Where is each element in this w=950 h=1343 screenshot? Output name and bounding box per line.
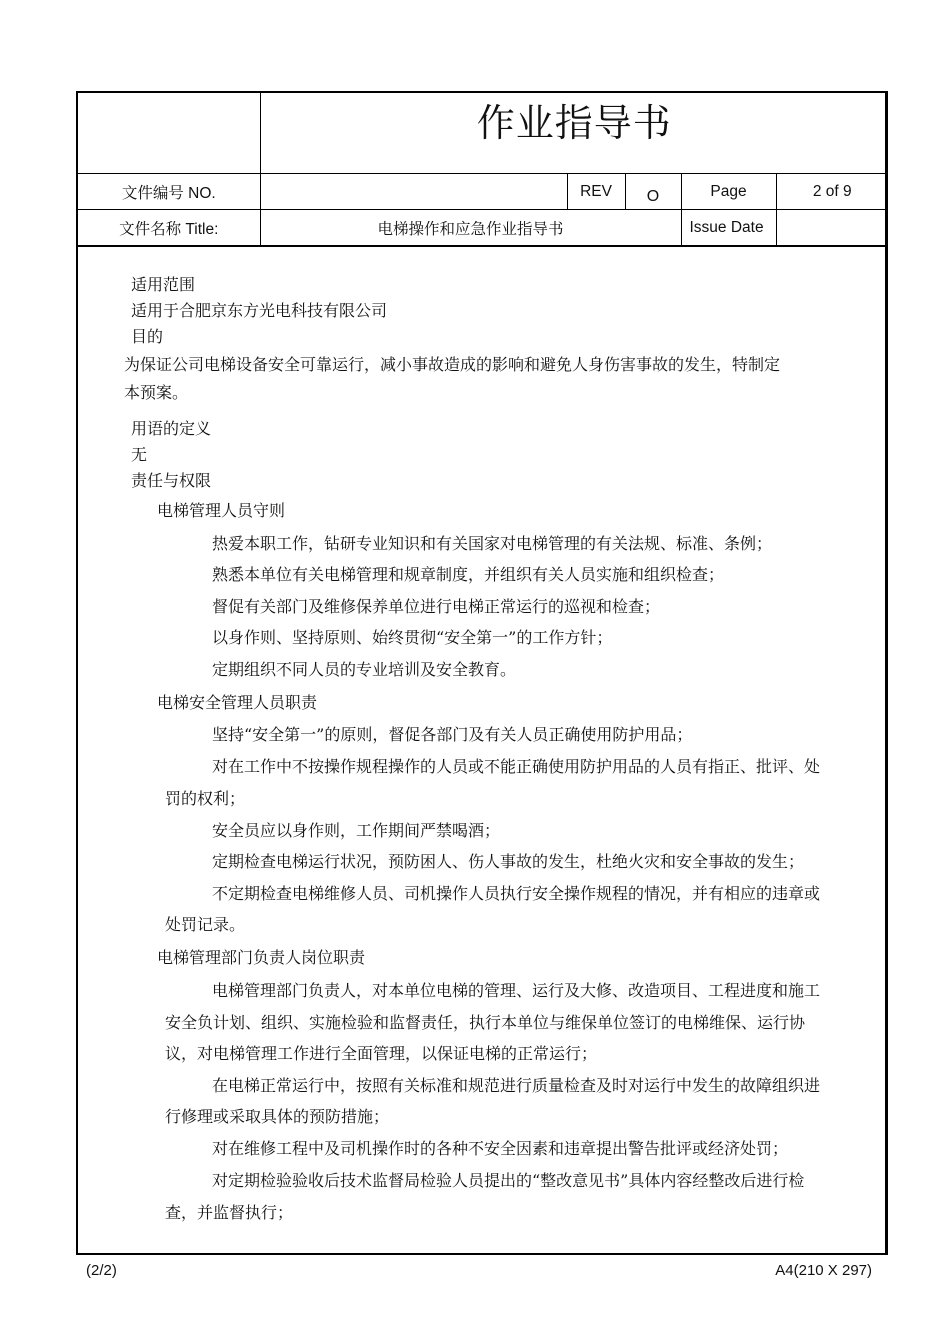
rev-value: O <box>646 187 660 205</box>
list-item-continued: 安全负计划、组织、实施检验和监督责任，执行本单位与维保单位签订的电梯维保、运行协 <box>165 1013 806 1032</box>
header-table <box>78 93 888 247</box>
issue-date-label: Issue Date <box>681 210 776 247</box>
page-label: Page <box>681 174 776 210</box>
list-item-continued: 处罚记录。 <box>165 915 246 934</box>
list-item: 坚持“安全第一”的原则，督促各部门及有关人员正确使用防护用品； <box>212 725 693 744</box>
list-item-continued: 议，对电梯管理工作进行全面管理，以保证电梯的正常运行； <box>165 1044 598 1063</box>
rev-cell <box>625 174 681 210</box>
section-heading-scope: 适用范围 <box>131 275 196 294</box>
list-item: 在电梯正常运行中，按照有关标准和规范进行质量检查及时对运行中发生的故障组织进 <box>212 1076 821 1095</box>
document-title: 作业指导书 <box>476 100 672 145</box>
doc-name-value: 电梯操作和应急作业指导书 <box>260 210 681 247</box>
issue-date-value <box>776 210 888 247</box>
list-item: 以身作则、坚持原则、始终贯彻“安全第一”的工作方针； <box>212 628 613 647</box>
list-item: 督促有关部门及维修保养单位进行电梯正常运行的巡视和检查； <box>212 597 661 616</box>
doc-name-label: 文件名称 Title: <box>78 210 260 247</box>
paragraph-line: 为保证公司电梯设备安全可靠运行，减小事故造成的影响和避免人身伤害事故的发生，特制定 <box>124 355 781 374</box>
section-heading-definitions: 用语的定义 <box>131 419 212 438</box>
doc-no-value <box>260 174 567 210</box>
rev-label: REV <box>567 174 625 210</box>
logo-cell <box>78 93 260 174</box>
list-item: 对在工作中不按操作规程操作的人员或不能正确使用防护用品的人员有指正、批评、处 <box>212 757 821 776</box>
section-heading-purpose: 目的 <box>131 327 164 346</box>
list-item: 电梯管理部门负责人，对本单位电梯的管理、运行及大修、改造项目、工程进度和施工 <box>212 981 821 1000</box>
footer-paper-size: A4(210 X 297) <box>775 1262 872 1279</box>
subsection-heading: 电梯管理人员守则 <box>157 501 286 520</box>
list-item-continued: 查，并监督执行； <box>165 1203 294 1222</box>
list-item: 不定期检查电梯维修人员、司机操作人员执行安全操作规程的情况，并有相应的违章或 <box>212 884 821 903</box>
title-cell <box>260 93 888 174</box>
doc-no-label: 文件编号 NO. <box>78 174 260 210</box>
footer-page-indicator: (2/2) <box>86 1262 117 1279</box>
subsection-heading: 电梯安全管理人员职责 <box>157 693 318 712</box>
list-item: 对在维修工程中及司机操作时的各种不安全因素和违章提出警告批评或经济处罚； <box>212 1139 789 1158</box>
paragraph-line: 本预案。 <box>124 383 189 402</box>
paragraph-line: 无 <box>131 445 148 464</box>
list-item: 热爱本职工作，钻研专业知识和有关国家对电梯管理的有关法规、标准、条例； <box>212 534 773 553</box>
list-item-continued: 罚的权利； <box>165 789 246 808</box>
list-item-continued: 行修理或采取具体的预防措施； <box>165 1107 390 1126</box>
page-value: 2 of 9 <box>776 174 888 210</box>
list-item: 定期组织不同人员的专业培训及安全教育。 <box>212 660 517 679</box>
list-item: 熟悉本单位有关电梯管理和规章制度，并组织有关人员实施和组织检查； <box>212 565 725 584</box>
paragraph-line: 适用于合肥京东方光电科技有限公司 <box>131 301 388 320</box>
list-item: 对定期检验验收后技术监督局检验人员提出的“整改意见书”具体内容经整改后进行检 <box>212 1171 805 1190</box>
list-item: 安全员应以身作则，工作期间严禁喝酒； <box>212 821 501 840</box>
subsection-heading: 电梯管理部门负责人岗位职责 <box>157 948 366 967</box>
list-item: 定期检查电梯运行状况，预防困人、伤人事故的发生，杜绝火灾和安全事故的发生； <box>212 852 805 871</box>
section-heading-responsibilities: 责任与权限 <box>131 471 212 490</box>
